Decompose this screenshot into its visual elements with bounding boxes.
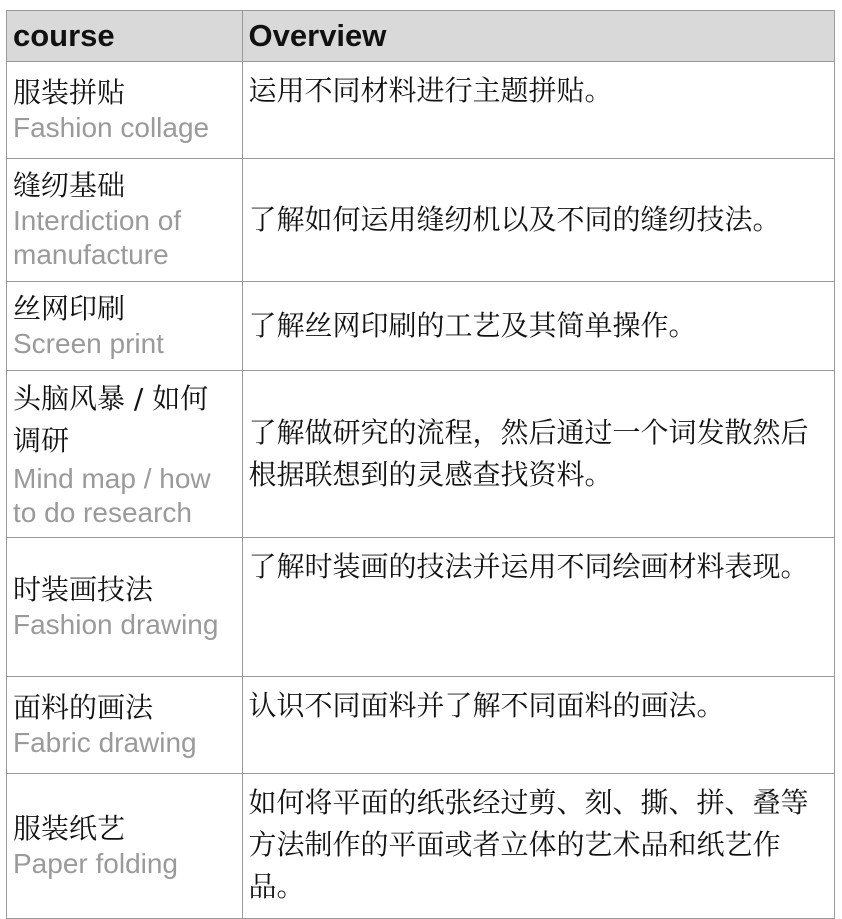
course-cell — [7, 774, 243, 919]
overview-cell: 了解时装画的技法并运用不同绘画材料表现。 — [242, 538, 834, 677]
table-header-row — [7, 11, 835, 62]
course-cell — [7, 538, 243, 677]
course-name-english: Fashion drawing — [13, 609, 219, 640]
course-name-chinese: 服装纸艺 — [13, 812, 126, 845]
course-name-english: Fashion collage — [13, 112, 210, 143]
course-name-chinese: 服装拼贴 — [13, 76, 126, 109]
course-cell — [7, 62, 243, 159]
course-name-chinese: 丝网印刷 — [13, 292, 126, 325]
column-header-overview: Overview — [242, 11, 834, 62]
course-name-english: Interdiction of manufacture — [13, 205, 182, 270]
course-name-chinese: 缝纫基础 — [13, 169, 126, 202]
overview-cell: 认识不同面料并了解不同面料的画法。 — [242, 677, 834, 774]
overview-cell: 如何将平面的纸张经过剪、刻、撕、拼、叠等方法制作的平面或者立体的艺术品和纸艺作品。 — [242, 774, 834, 919]
table-row — [7, 62, 835, 159]
course-table — [6, 10, 835, 919]
course-name-chinese: 时装画技法 — [13, 573, 154, 606]
course-name-chinese: 头脑风暴 / 如何调研 — [13, 382, 209, 457]
course-name-english: Mind map / how to do research — [13, 463, 211, 528]
course-cell — [7, 282, 243, 371]
table-row — [7, 159, 835, 282]
course-cell — [7, 159, 243, 282]
overview-cell: 运用不同材料进行主题拼贴。 — [242, 62, 834, 159]
table-row — [7, 282, 835, 371]
course-cell — [7, 371, 243, 538]
overview-cell: 了解做研究的流程，然后通过一个词发散然后根据联想到的灵感查找资料。 — [242, 371, 834, 538]
table-row — [7, 774, 835, 919]
course-cell — [7, 677, 243, 774]
overview-cell: 了解如何运用缝纫机以及不同的缝纫技法。 — [242, 159, 834, 282]
column-header-course: course — [7, 11, 243, 62]
overview-cell: 了解丝网印刷的工艺及其简单操作。 — [242, 282, 834, 371]
table-row — [7, 677, 835, 774]
table-row — [7, 371, 835, 538]
course-name-english: Paper folding — [13, 848, 179, 879]
course-name-english: Screen print — [13, 328, 164, 359]
course-name-english: Fabric drawing — [13, 727, 197, 758]
table-row — [7, 538, 835, 677]
course-name-chinese: 面料的画法 — [13, 691, 154, 724]
